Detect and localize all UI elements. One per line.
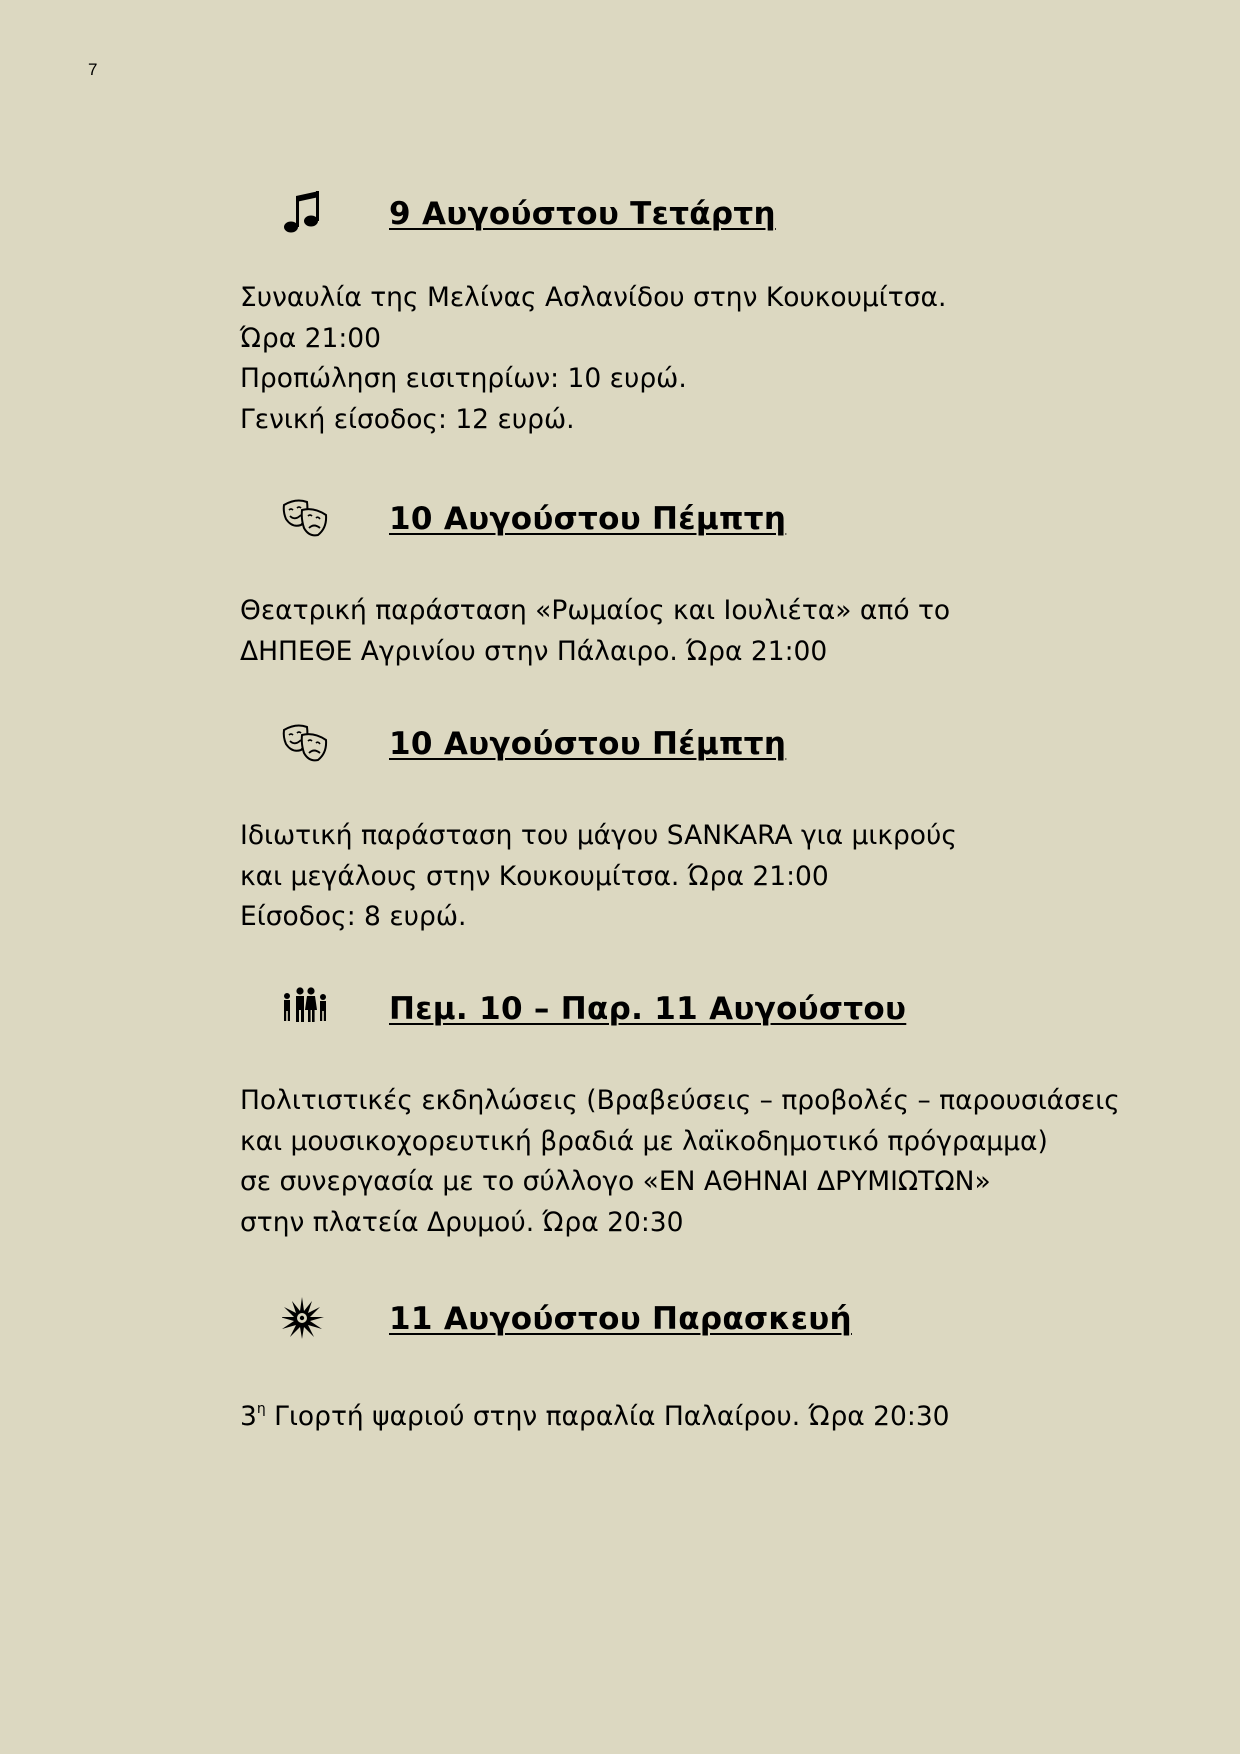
event-line: Είσοδος: 8 ευρώ.	[240, 901, 467, 932]
family-icon	[280, 985, 330, 1035]
event-line: στην πλατεία Δρυμού. Ώρα 20:30	[240, 1206, 684, 1238]
event-line: και μουσικοχορευτική βραδιά με λαϊκοδημοτικό πρόγραμμα)	[240, 1125, 1048, 1157]
ordinal-suffix: η	[256, 1401, 266, 1417]
event-date: 11 Αυγούστου Παρασκευή	[389, 1301, 852, 1337]
event-entry	[0, 1295, 1240, 1438]
event-line: σε συνεργασία με το σύλλογο «ΕΝ ΑΘΗΝΑΙ ΔΡΥΜΙΩΤΩΝ»	[240, 1166, 991, 1197]
event-line: Πολιτιστικές εκδηλώσεις (Βραβεύσεις – προβολές – παρουσιάσεις	[240, 1085, 1120, 1116]
theater-masks-icon	[280, 720, 330, 770]
event-line: Ιδιωτική παράσταση του μάγου SANKARA για μικρούς	[240, 820, 957, 851]
event-line: και μεγάλους στην Κουκουμίτσα. Ώρα 21:00	[240, 860, 829, 892]
event-line: Ώρα 21:00	[240, 322, 381, 354]
event-entry	[0, 190, 1240, 440]
event-line: Προπώληση εισιτηρίων: 10 ευρώ.	[240, 363, 687, 394]
event-date: 10 Αυγούστου Πέμπτη	[389, 501, 787, 537]
event-entry	[0, 720, 1240, 938]
event-line: Θεατρική παράσταση «Ρωμαίος και Ιουλιέτα» από το	[240, 595, 951, 626]
event-line-text: Γιορτή ψαριού στην παραλία Παλαίρου. Ώρα 20:30	[265, 1401, 950, 1432]
ordinal-number: 3	[240, 1401, 257, 1432]
event-date: Πεμ. 10 – Παρ. 11 Αυγούστου	[389, 991, 907, 1027]
page-number: 7	[88, 60, 98, 79]
event-date: 10 Αυγούστου Πέμπτη	[389, 726, 787, 762]
event-entry	[0, 985, 1240, 1243]
star-burst-icon	[282, 1297, 332, 1347]
theater-masks-icon	[280, 495, 330, 545]
music-note-icon	[282, 188, 332, 238]
event-line: Συναυλία της Μελίνας Ασλανίδου στην Κουκουμίτσα.	[240, 282, 947, 313]
event-line	[240, 1389, 1240, 1438]
event-line: ΔΗΠΕΘΕ Αγρινίου στην Πάλαιρο. Ώρα 21:00	[240, 635, 828, 667]
event-entry	[0, 495, 1240, 672]
event-line: Γενική είσοδος: 12 ευρώ.	[240, 403, 575, 435]
event-date: 9 Αυγούστου Τετάρτη	[389, 196, 776, 232]
